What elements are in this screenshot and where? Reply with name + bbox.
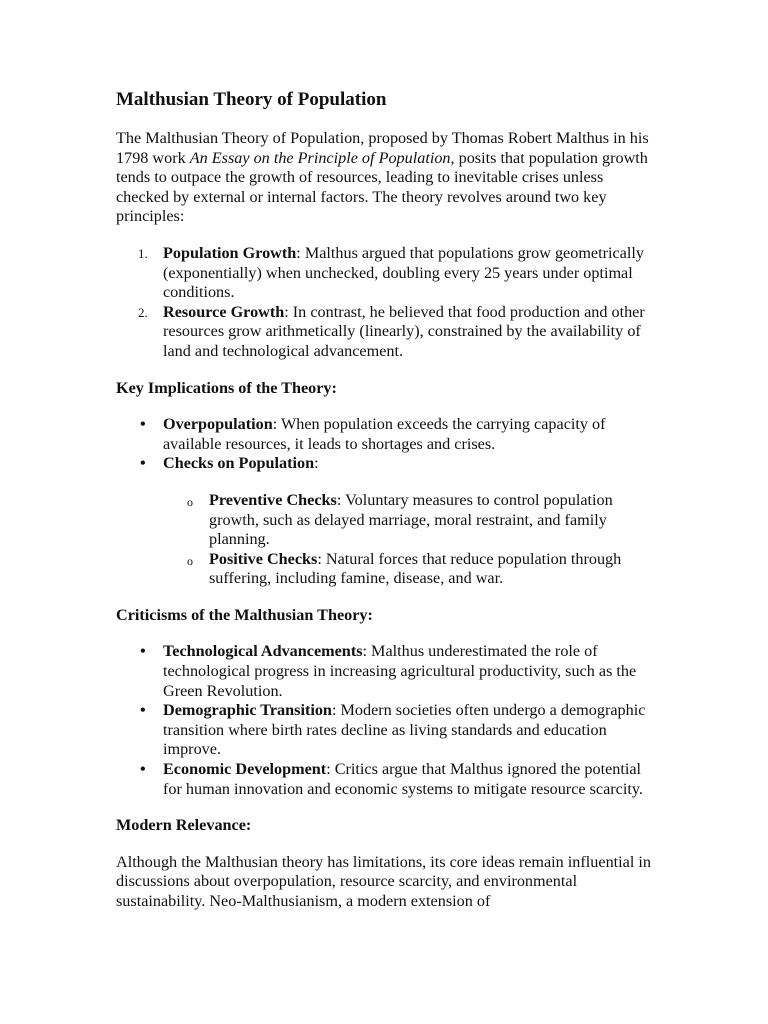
- principle-text: : Malthus argued that populations grow geometrically (exponentially) when unchecked, doubling every 25 years under optimal conditions.: [163, 243, 644, 302]
- check-term: Positive Checks: [209, 549, 318, 568]
- intro-text-part2: , posits that population growth tends to outpace the growth of resources, leading to inevitable crises unless checked by external or internal factors. The theory revolves around two key principles:: [116, 148, 648, 226]
- principle-item: [116, 244, 656, 303]
- principle-term: Population Growth: [163, 243, 297, 262]
- check-item: [163, 550, 656, 589]
- implications-list: [116, 415, 656, 589]
- criticisms-heading: Criticisms of the Malthusian Theory:: [116, 605, 373, 624]
- intro-paragraph: [116, 129, 656, 227]
- bullet-icon: •: [140, 760, 146, 779]
- document-title: Malthusian Theory of Population: [116, 89, 387, 110]
- bullet-icon: •: [140, 415, 146, 434]
- check-term: Preventive Checks: [209, 490, 337, 509]
- criticism-text: : Modern societies often undergo a demographic transition where birth rates decline as living standards and education improve.: [163, 701, 646, 759]
- criticism-term: Technological Advancements: [163, 642, 363, 661]
- criticism-text: : Malthus underestimated the role of technological progress in increasing agricultural productivity, such as the Green Revolution.: [163, 642, 637, 700]
- list-number: 2.: [138, 304, 148, 320]
- principle-item: [116, 303, 656, 362]
- criticism-term: Demographic Transition: [163, 701, 332, 720]
- implication-text: :: [314, 454, 319, 473]
- criticisms-list: [116, 642, 656, 799]
- document-page: [116, 88, 656, 929]
- bullet-icon: •: [140, 701, 146, 720]
- criticism-text: : Critics argue that Malthus ignored the potential for human innovation and economic systems to mitigate resource scarcity.: [163, 760, 643, 798]
- bullet-icon: •: [140, 642, 146, 661]
- check-item: [163, 491, 656, 550]
- modern-relevance-paragraph: Although the Malthusian theory has limitations, its core ideas remain influential in discussions about overpopulation, resource scarcity, and environmental sustainability. Neo-Malthusianism, a modern extension of: [116, 852, 651, 910]
- modern-relevance-heading: Modern Relevance:: [116, 816, 252, 835]
- implication-text: : When population exceeds the carrying capacity of available resources, it leads to shortages and crises.: [163, 415, 606, 453]
- circle-bullet-icon: o: [187, 553, 193, 568]
- criticism-item: [116, 760, 656, 799]
- intro-text-part1: The Malthusian Theory of Population, proposed by Thomas Robert Malthus in his 1798 work: [116, 129, 649, 167]
- implication-term: Overpopulation: [163, 415, 273, 434]
- circle-bullet-icon: o: [187, 494, 193, 509]
- principles-list: [116, 244, 656, 362]
- implication-item: [116, 454, 656, 589]
- criticism-term: Economic Development: [163, 760, 327, 779]
- principle-term: Resource Growth: [163, 302, 285, 321]
- criticism-item: [116, 701, 656, 760]
- checks-sublist: [163, 491, 656, 589]
- principle-text: : In contrast, he believed that food production and other resources grow arithmetically (linearly), constrained by the availability of land and technological advancement.: [163, 302, 645, 360]
- book-title: An Essay on the Principle of Population: [189, 148, 451, 167]
- implication-item: [116, 415, 656, 454]
- list-number: 1.: [138, 245, 148, 261]
- criticism-item: [116, 642, 656, 701]
- implications-heading: Key Implications of the Theory:: [116, 378, 337, 397]
- implication-term: Checks on Population: [163, 454, 315, 473]
- check-text: : Natural forces that reduce population through suffering, including famine, disease, and war.: [209, 549, 622, 588]
- bullet-icon: •: [140, 454, 146, 473]
- check-text: : Voluntary measures to control population growth, such as delayed marriage, moral restraint, and family planning.: [209, 490, 613, 549]
